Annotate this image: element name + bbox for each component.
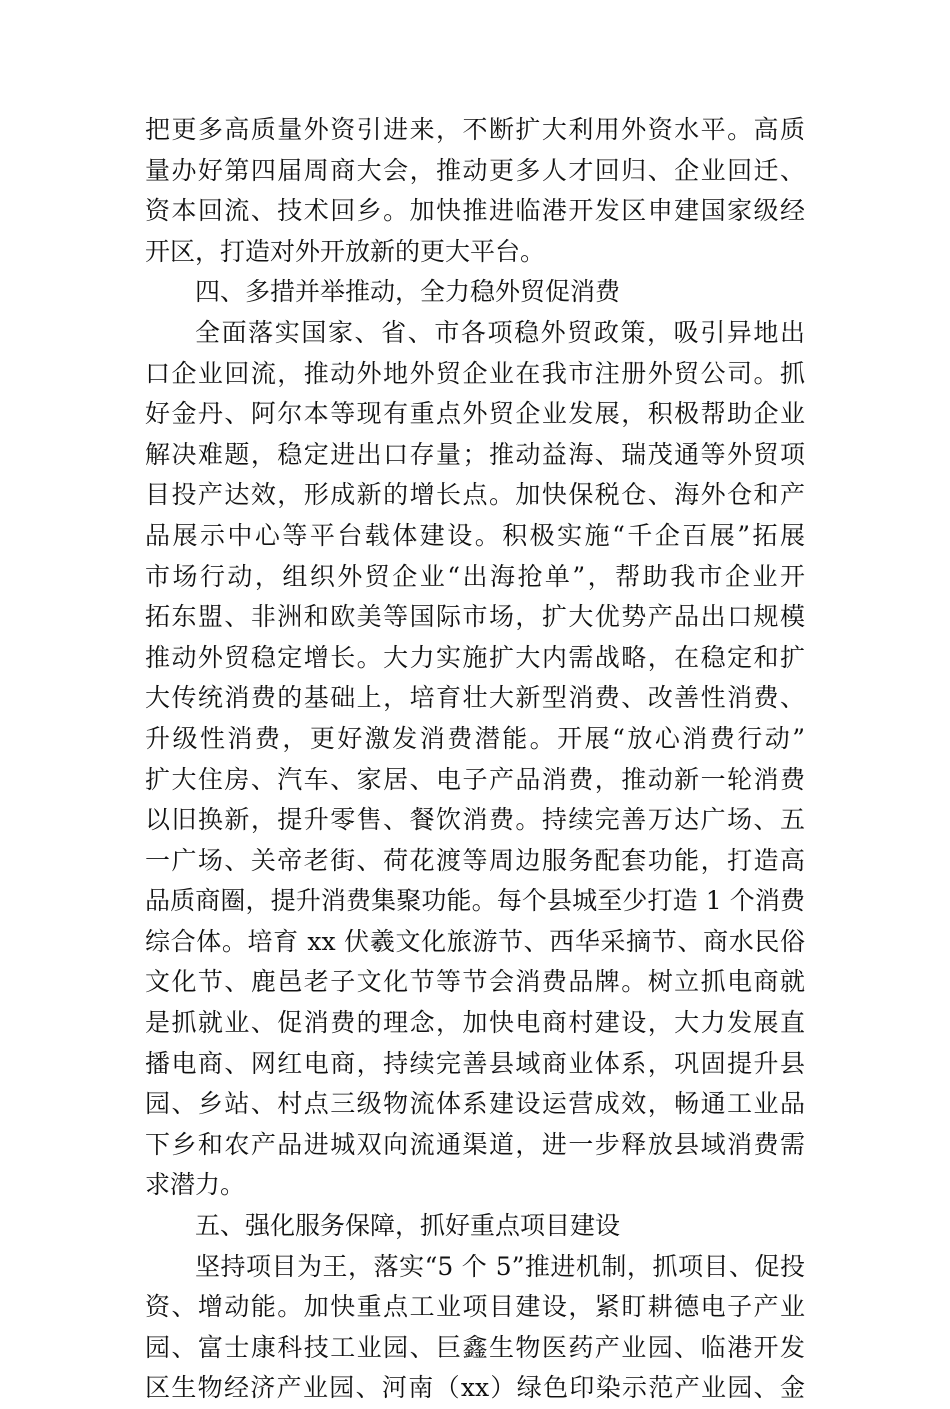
paragraph-line: 资本回流、技术回乡。加快推进临港开发区申建国家级经 bbox=[145, 196, 805, 226]
document-page bbox=[145, 110, 805, 1409]
paragraph-line: 一广场、关帝老街、荷花渡等周边服务配套功能，打造高 bbox=[145, 845, 805, 875]
section-heading: 五、强化服务保障，抓好重点项目建设 bbox=[195, 1211, 621, 1241]
paragraph-line: 品展示中心等平台载体建设。积极实施“千企百展”拓展 bbox=[145, 520, 805, 550]
paragraph-line: 把更多高质量外资引进来，不断扩大利用外资水平。高质 bbox=[145, 115, 805, 144]
paragraph-line: 文化节、鹿邑老子文化节等节会消费品牌。树立抓电商就 bbox=[145, 967, 805, 997]
paragraph-line: 是抓就业、促消费的理念，加快电商村建设，大力发展直 bbox=[145, 1008, 805, 1038]
section-heading: 四、多措并举推动，全力稳外贸促消费 bbox=[195, 277, 621, 307]
paragraph-line: 区生物经济产业园、河南（xx）绿色印染示范产业园、金 bbox=[145, 1373, 805, 1403]
paragraph-line: 开区，打造对外开放新的更大平台。 bbox=[145, 236, 546, 266]
paragraph-line: 园、乡站、村点三级物流体系建设运营成效，畅通工业品 bbox=[145, 1089, 805, 1119]
paragraph-line: 推动外贸稳定增长。大力实施扩大内需战略，在稳定和扩 bbox=[145, 642, 805, 672]
paragraph-line: 目投产达效，形成新的增长点。加快保税仓、海外仓和产 bbox=[145, 480, 805, 510]
paragraph-line: 资、增动能。加快重点工业项目建设，紧盯耕德电子产业 bbox=[145, 1292, 805, 1322]
paragraph-line: 坚持项目为王，落实“5 个 5”推进机制，抓项目、促投 bbox=[195, 1251, 805, 1281]
paragraph-line: 量办好第四届周商大会，推动更多人才回归、企业回迁、 bbox=[145, 155, 805, 185]
paragraph-line: 拓东盟、非洲和欧美等国际市场，扩大优势产品出口规模 bbox=[145, 602, 805, 632]
paragraph-line: 升级性消费，更好激发消费潜能。开展“放心消费行动” bbox=[145, 723, 805, 753]
paragraph-line: 好金丹、阿尔本等现有重点外贸企业发展，积极帮助企业 bbox=[145, 399, 805, 429]
paragraph-line: 品质商圈，提升消费集聚功能。每个县城至少打造 1 个消费 bbox=[145, 886, 805, 916]
paragraph-line: 求潜力。 bbox=[145, 1170, 246, 1200]
paragraph-line: 综合体。培育 xx 伏羲文化旅游节、西华采摘节、商水民俗 bbox=[145, 926, 805, 956]
paragraph-line: 市场行动，组织外贸企业“出海抢单”，帮助我市企业开 bbox=[145, 561, 805, 591]
paragraph-line: 下乡和农产品进城双向流通渠道，进一步释放县域消费需 bbox=[145, 1129, 805, 1159]
paragraph-line: 园、富士康科技工业园、巨鑫生物医药产业园、临港开发 bbox=[145, 1332, 805, 1362]
paragraph-line: 扩大住房、汽车、家居、电子产品消费，推动新一轮消费 bbox=[145, 764, 805, 794]
paragraph-line: 以旧换新，提升零售、餐饮消费。持续完善万达广场、五 bbox=[145, 805, 805, 835]
paragraph-line: 大传统消费的基础上，培育壮大新型消费、改善性消费、 bbox=[145, 683, 805, 713]
paragraph-line: 口企业回流，推动外地外贸企业在我市注册外贸公司。抓 bbox=[145, 358, 805, 388]
paragraph-line: 解决难题，稳定进出口存量；推动益海、瑞茂通等外贸项 bbox=[145, 439, 805, 469]
paragraph-line: 全面落实国家、省、市各项稳外贸政策，吸引异地出 bbox=[195, 317, 805, 347]
paragraph-line: 播电商、网红电商，持续完善县域商业体系，巩固提升县 bbox=[145, 1048, 805, 1078]
